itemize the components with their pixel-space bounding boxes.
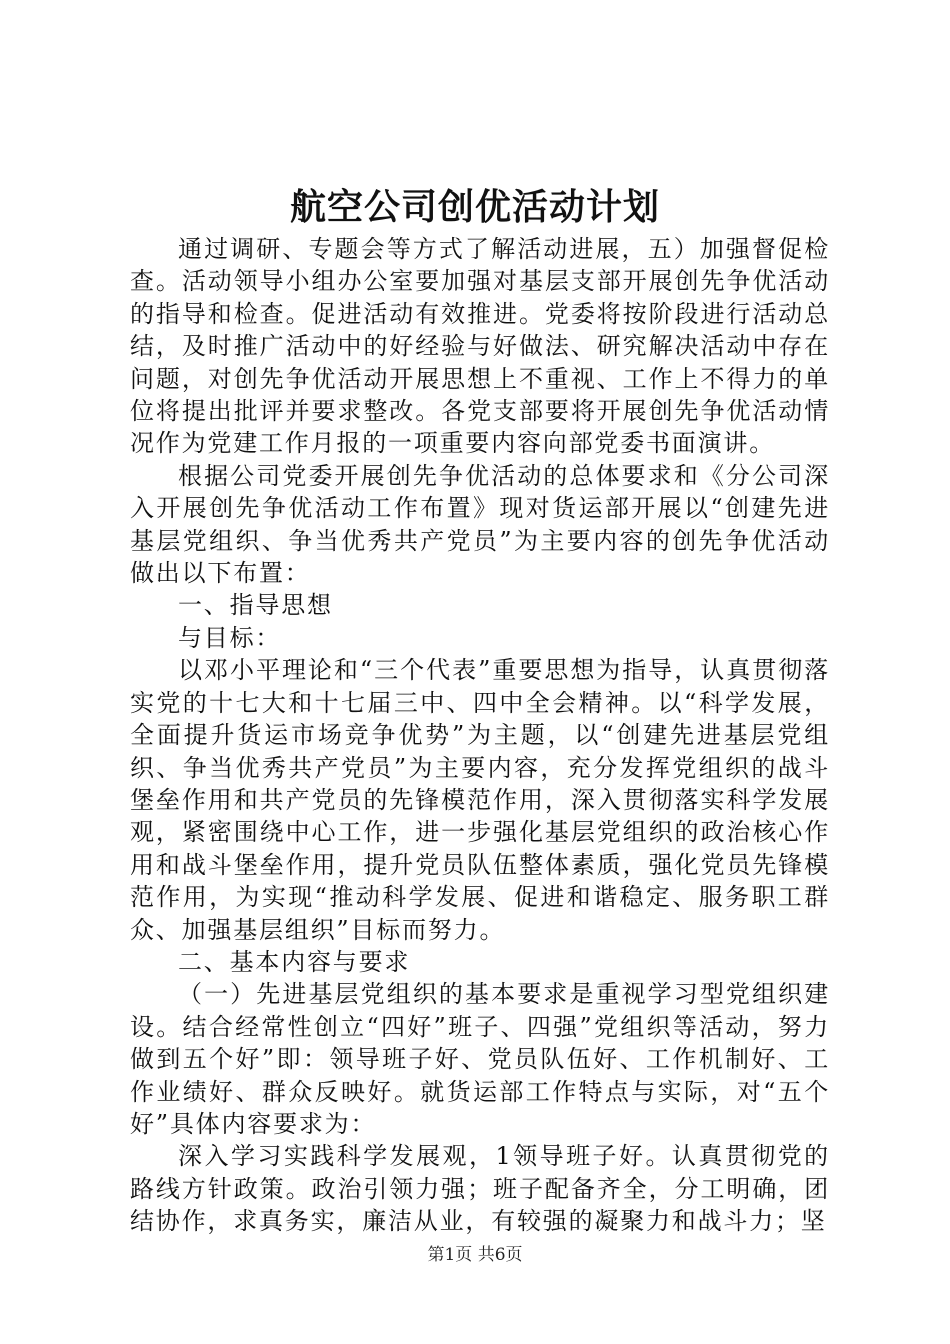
page-footer: 第1页 共6页: [427, 1245, 523, 1265]
section-heading-goals: 与目标：: [178, 623, 282, 652]
paragraph-supervision: 通过调研、专题会等方式了解活动进展，五）加强督促检查。活动领导小组办公室要加强对基层支部开展创先争优活动的指导和检查。促进活动有效推进。党委将按阶段进行活动总结，及时推广活动中的好经验与好做法、研究解决活动中存在问题，对创先争优活动开展思想上不重视、工作上不得力的单位将提出批评并要求整改。各党支部要将开展创先争优活动情况作为党建工作月报的一项重要内容向部党委书面演讲。: [130, 235, 830, 458]
section-heading-basic-content: 二、基本内容与要求: [178, 947, 411, 976]
document-title: 航空公司创优活动计划: [289, 187, 660, 228]
paragraph-deployment-intro: 根据公司党委开展创先争优活动的总体要求和《分公司深入开展创先争优活动工作布置》现对货运部开展以“创建先进基层党组织、争当优秀共产党员”为主要内容的创先争优活动做出以下布置：: [130, 461, 830, 588]
section-heading-guiding-ideology: 一、指导思想: [178, 591, 333, 620]
paragraph-guiding-ideology: 以邓小平理论和“三个代表”重要思想为指导，认真贯彻落实党的十七大和十七届三中、四中全会精神。以“科学发展，全面提升货运市场竞争优势”为主题，以“创建先进基层党组织、争当优秀共产党员”为主要内容，充分发挥党组织的战斗堡垒作用和共产党员的先锋模范作用，深入贯彻落实科学发展观，紧密围绕中心工作，进一步强化基层党组织的政治核心作用和战斗堡垒作用，提升党员队伍整体素质，强化党员先锋模范作用，为实现“推动科学发展、促进和谐稳定、服务职工群众、加强基层组织”目标而努力。: [130, 656, 830, 944]
paragraph-leadership-team: 深入学习实践科学发展观，1领导班子好。认真贯彻党的路线方针政策。政治引领力强；班子配备齐全，分工明确，团结协作，求真务实，廉洁从业，有较强的凝聚力和战斗力；坚: [130, 1142, 830, 1236]
paragraph-basic-requirements: （一）先进基层党组织的基本要求是重视学习型党组织建设。结合经常性创立“四好”班子、四强”党组织等活动，努力做到五个好”即：领导班子好、党员队伍好、工作机制好、工作业绩好、群众反映好。就货运部工作特点与实际，对“五个好”具体内容要求为：: [130, 980, 830, 1138]
document-body: [130, 233, 830, 1238]
